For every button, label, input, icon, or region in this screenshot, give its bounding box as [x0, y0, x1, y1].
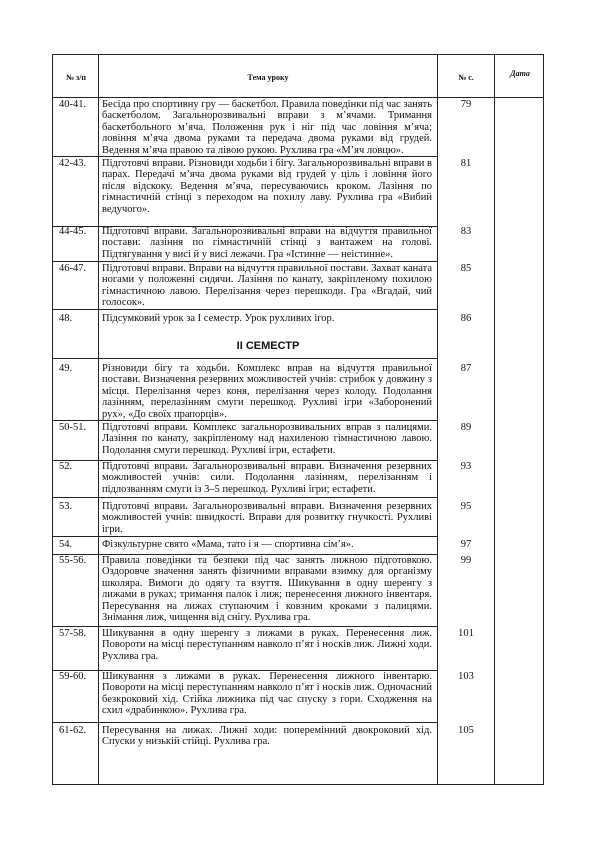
- header-page: № с.: [458, 73, 474, 82]
- lesson-topic: Шикування в одну шеренгу з лижами в руках. Перенесення лиж. Повороти на місці переступанням навколо п’ят і носків лиж. Лижні ходи. Рухлива гра.: [102, 628, 432, 662]
- row-divider: [53, 536, 437, 537]
- lesson-number: 40-41.: [59, 99, 87, 110]
- row-divider: [53, 309, 437, 310]
- header-date: Дата: [510, 69, 530, 78]
- lesson-page: 86: [460, 313, 472, 324]
- header-topic: Тема уроку: [247, 73, 289, 82]
- lesson-page: 101: [458, 628, 474, 639]
- lesson-topic: Підготовчі вправи. Різновиди ходьби і бігу. Загальнорозвивальні вправи в парах. Передачі м’яча двома руками від грудей у ціль і ловіння його після відскоку. Ведення м’яча, пересуваючись кроком. Лазіння по гімнастичній стінці з переходом на похилу лаву. Рухлива гра «Вибий ведучого».: [102, 158, 432, 215]
- row-divider: [53, 156, 437, 157]
- lesson-topic: Різновиди бігу та ходьби. Комплекс вправ на відчуття правильної постави. Визначення резервних можливостей учнів: стрибок у довжину з місця. Перелізання через коня, перелізання через колоду. Подолання лазінням, перелазінням смуги перешкод. Рухливі ігри «Заборонений рух», «До своїх прапорців».: [102, 363, 432, 420]
- lesson-topic: Фізкультурне свято «Мама, тато і я — спортивна сім’я».: [102, 539, 354, 550]
- lesson-page: 89: [460, 422, 472, 433]
- lesson-topic: Підготовчі вправи. Комплекс загальнорозвивальних вправ з палицями. Лазіння по канату, закріпленому над нахиленою гімнастичною лавою. Подолання смуги перешкод. Рухливі ігри, естафети.: [102, 422, 432, 456]
- header-number: № з/п: [65, 73, 87, 82]
- lesson-plan-table: [52, 54, 544, 785]
- lesson-page: 83: [460, 226, 472, 237]
- lesson-topic: Підсумковий урок за І семестр. Урок рухливих ігор.: [102, 313, 335, 324]
- lesson-topic: Підготовчі вправи. Вправи на відчуття правильної постави. Захват каната ногами у положенні сидячи. Лазіння по канату, закріпленому похилою гімнастичною лавою. Перелізання через перешкоди. Гра «Вгадай, чий голосок».: [102, 263, 432, 309]
- lesson-page: 99: [460, 555, 472, 566]
- lesson-number: 42-43.: [59, 158, 87, 169]
- lesson-number: 54.: [59, 539, 73, 550]
- lesson-page: 95: [460, 501, 472, 512]
- lesson-page: 93: [460, 461, 472, 472]
- row-divider: [53, 358, 437, 359]
- row-divider: [53, 420, 437, 421]
- lesson-number: 44-45.: [59, 226, 87, 237]
- lesson-number: 59-60.: [59, 671, 87, 682]
- header-divider: [53, 97, 543, 98]
- lesson-number: 52.: [59, 461, 73, 472]
- row-divider: [53, 626, 437, 627]
- lesson-page: 85: [460, 263, 472, 274]
- lesson-number: 46-47.: [59, 263, 87, 274]
- lesson-number: 50-51.: [59, 422, 87, 433]
- lesson-page: 79: [460, 99, 472, 110]
- row-divider: [53, 497, 437, 498]
- column-divider: [494, 55, 495, 784]
- lesson-topic: Правила поведінки та безпеки під час занять лижною підготовкою. Оздоровче значення занять фізичними вправами взимку для організму школяра. Вимоги до одягу та взуття. Шикування в одну шеренгу з лижами в руках; тримання палок і лиж; перенесення лижного інвентаря. Пересування на лижах ступаючим і ковзним кроками з палицями. Знімання лиж, чищення від снігу. Рухлива гра.: [102, 555, 432, 624]
- lesson-topic: Підготовчі вправи. Загальнорозвивальні вправи на відчуття правильної постави: лазіння по гімнастичній стінці з вантажем на голові. Підтягування у висі й у висі лежачи. Гра «Істинне — неістинне».: [102, 226, 432, 260]
- lesson-topic: Шикування з лижами в руках. Перенесення лижного інвентарю. Повороти на місці переступанням навколо п’ят і носків лиж. Одночасний безкроковий хід. Стійка лижника під час спуску з гори. Сходження на схил «драбинкою». Рухлива гра.: [102, 671, 432, 717]
- lesson-topic: Підготовчі вправи. Загальнорозвивальні вправи. Визначення резервних можливостей учнів: швидкості. Вправи для розвитку гнучкості. Рухливі ігри.: [102, 501, 432, 535]
- lesson-topic: Підготовчі вправи. Загальнорозвивальні вправи. Визначення резервних можливостей учнів: сили. Подолання лазінням, перелізанням і підлозванням смуги із 3–5 перешкод. Рухливі ігри; естафети.: [102, 461, 432, 495]
- lesson-topic: Бесіда про спортивну гру — баскетбол. Правила поведінки під час занять баскетболом. Загальнорозвивальні вправи з м’ячами. Тримання баскетбольного м’яча. Положення рук і ніг під час ловіння м’яча; ловіння м’яча двома руками та передача двома руками від грудей. Ведення м’яча правою та лівою рукою. Рухлива гра «М’яч ловцю».: [102, 99, 432, 156]
- row-divider: [53, 722, 437, 723]
- lesson-page: 81: [460, 158, 472, 169]
- lesson-page: 103: [458, 671, 474, 682]
- row-divider: [53, 261, 437, 262]
- lesson-number: 55-56.: [59, 555, 87, 566]
- lesson-number: 49.: [59, 363, 73, 374]
- lesson-page: 105: [458, 725, 474, 736]
- semester-heading: II СЕМЕСТР: [236, 340, 300, 352]
- lesson-number: 48.: [59, 313, 73, 324]
- lesson-number: 61-62.: [59, 725, 87, 736]
- lesson-page: 97: [460, 539, 472, 550]
- lesson-topic: Пересування на лижах. Лижні ходи: поперемінний двокроковий хід. Спуски у низькій стійці. Рухлива гра.: [102, 725, 432, 748]
- lesson-page: 87: [460, 363, 472, 374]
- lesson-number: 57-58.: [59, 628, 87, 639]
- lesson-number: 53.: [59, 501, 73, 512]
